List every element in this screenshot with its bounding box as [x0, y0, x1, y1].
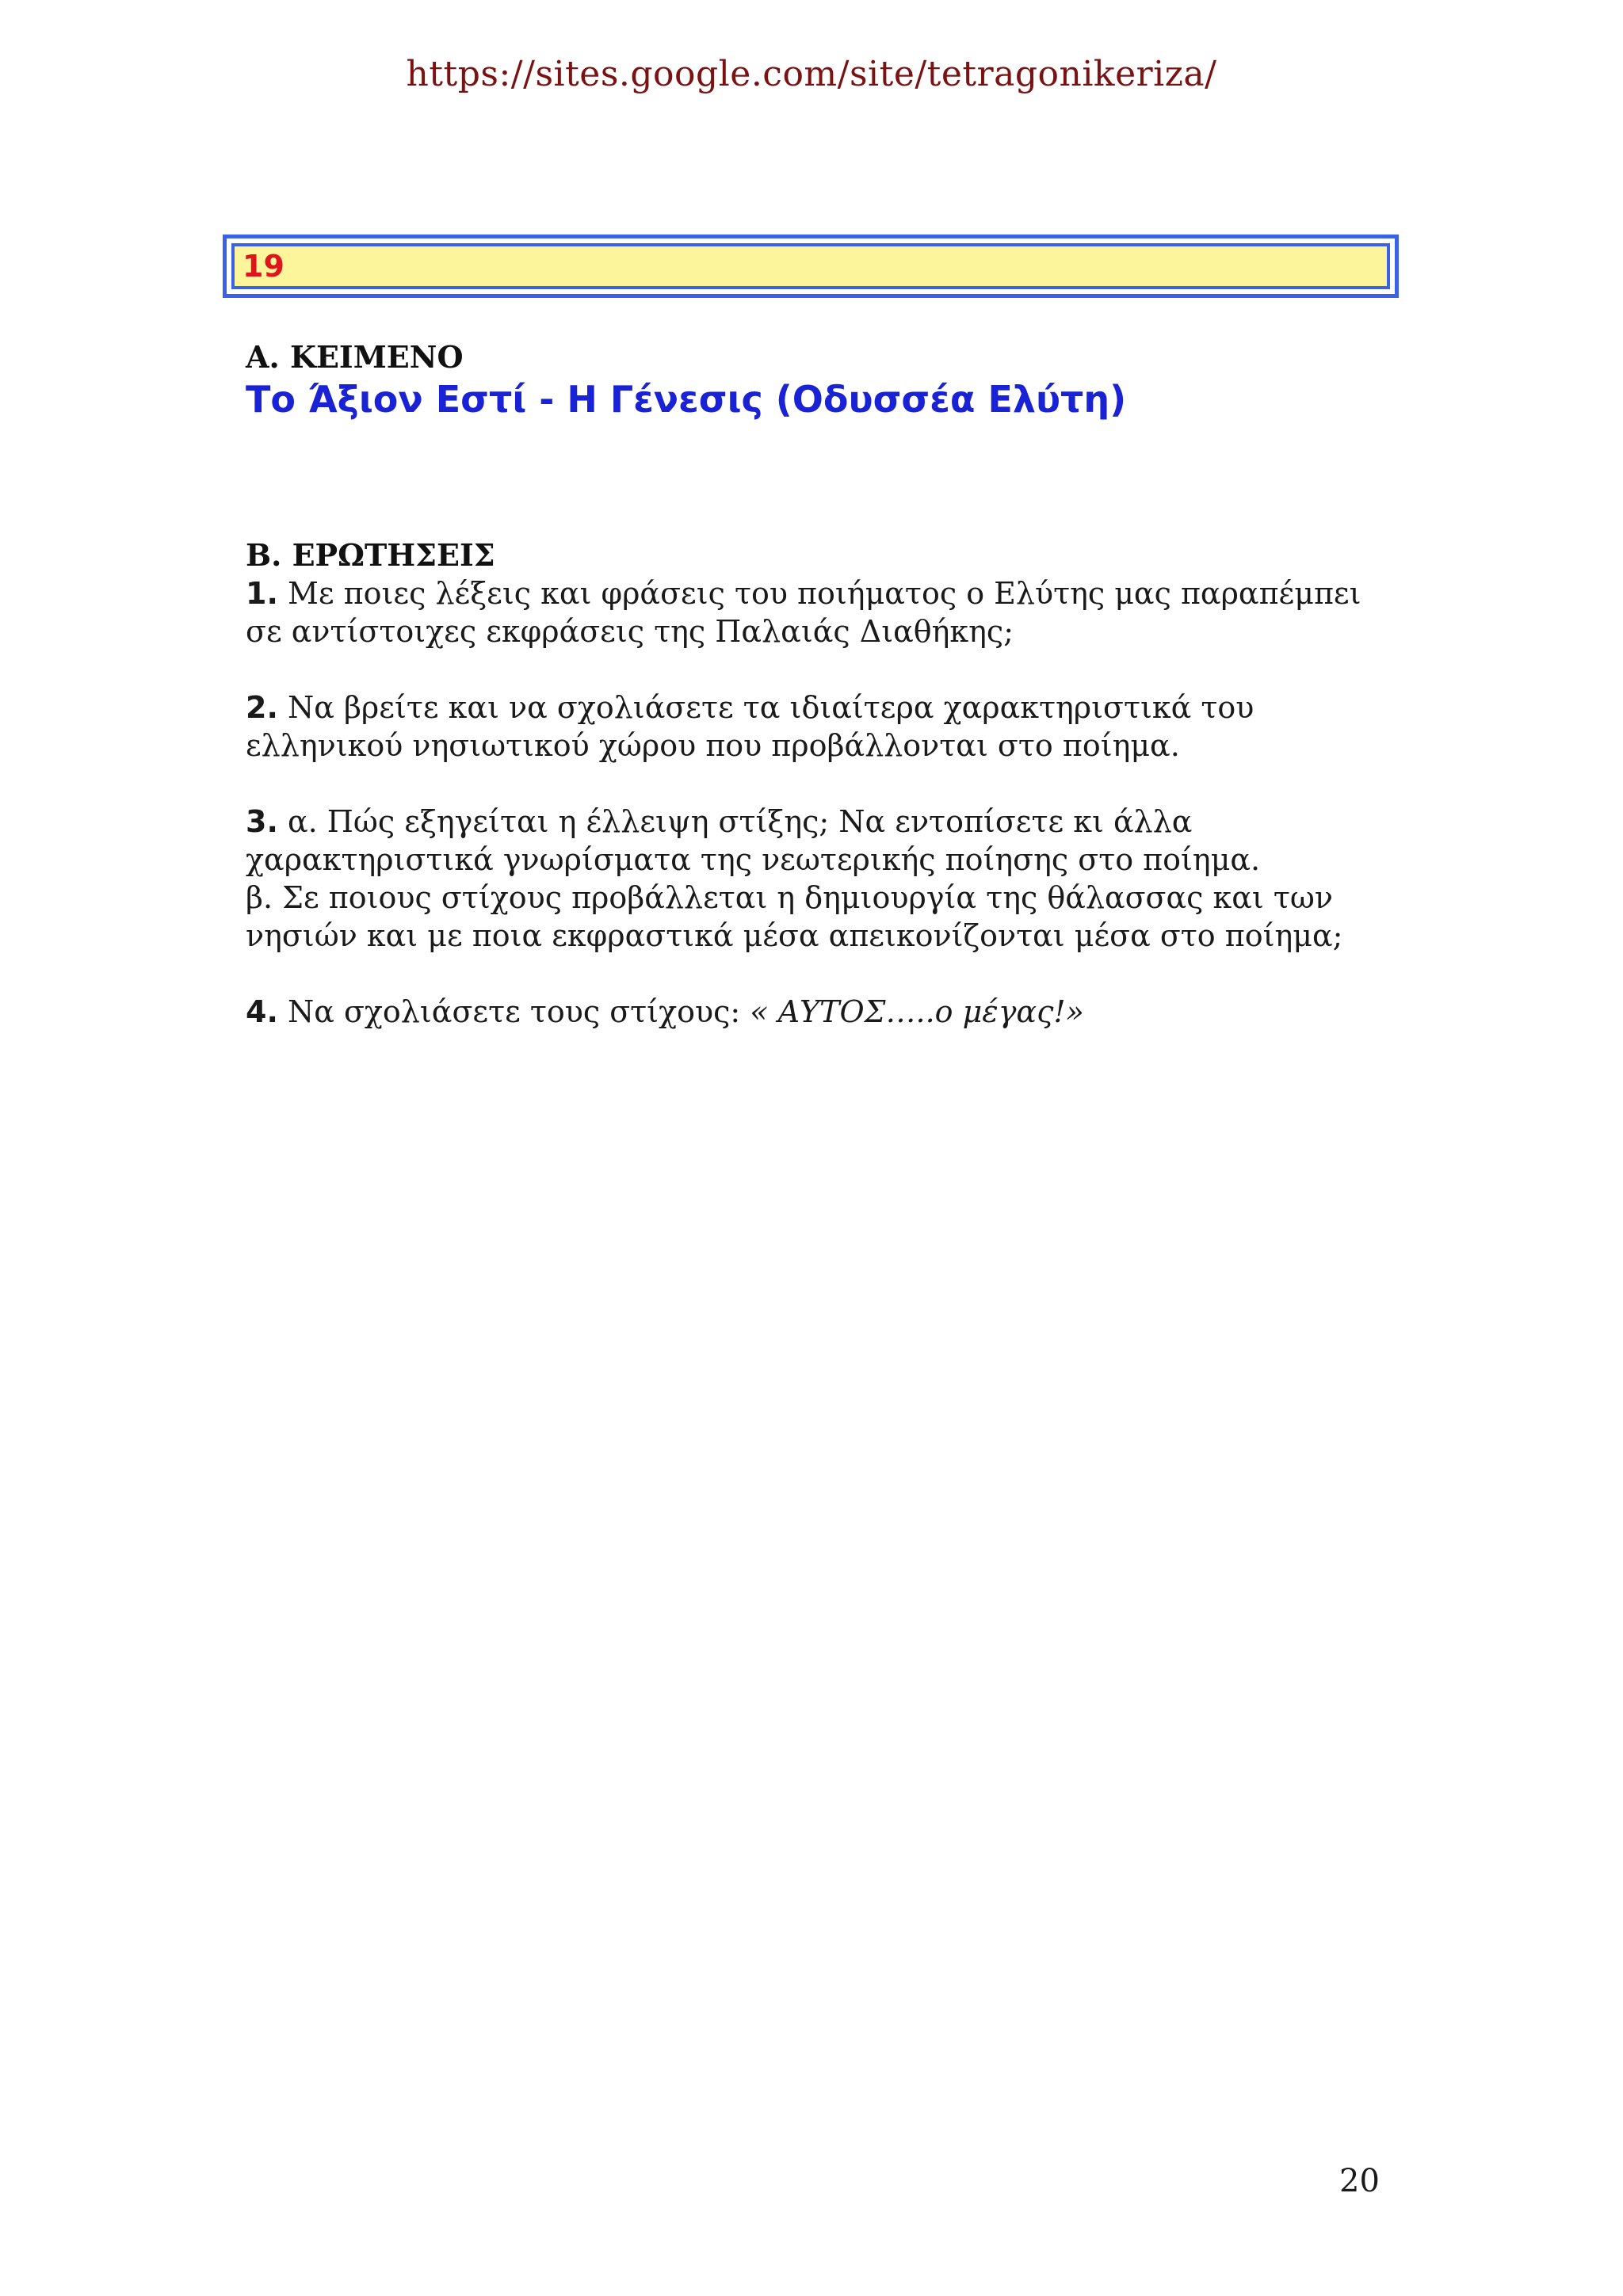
- question-line: ελληνικού νησιωτικού χώρου που προβάλλονται στο ποίημα.: [246, 728, 1180, 763]
- question-text: Να βρείτε και να σχολιάσετε τα ιδιαίτερα χαρακτηριστικά του: [277, 690, 1254, 725]
- question-number: 1.: [246, 576, 278, 611]
- question-number: 4.: [246, 994, 278, 1029]
- question-line: χαρακτηριστικά γνωρίσματα της νεωτερικής ποίησης στο ποίημα.: [246, 842, 1261, 877]
- question-line: β. Σε ποιους στίχους προβάλλεται η δημιουργία της θάλασσας και των: [246, 880, 1334, 915]
- question-number: 3.: [246, 804, 278, 839]
- section-number-box: [223, 235, 1399, 298]
- question-quote: « ΑΥΤΟΣ…..ο μέγας!»: [750, 994, 1084, 1029]
- question-number: 2.: [246, 690, 278, 725]
- question-3: [246, 803, 1387, 955]
- section-number: 19: [242, 249, 285, 284]
- question-4: [246, 993, 1387, 1031]
- section-number-box-inner: [231, 243, 1390, 289]
- header-url-link[interactable]: https://sites.google.com/site/tetragonikeriza/: [406, 54, 1217, 94]
- part-b-heading: Β. ΕΡΩΤΗΣΕΙΣ: [246, 537, 495, 573]
- question-text: Με ποιες λέξεις και φράσεις του ποιήματος ο Ελύτης μας παραπέμπει: [277, 576, 1361, 611]
- poem-title: Το Άξιον Εστί - Η Γένεσις (Οδυσσέα Ελύτη): [246, 378, 1127, 421]
- question-2: [246, 688, 1387, 765]
- page-number: 20: [1339, 2163, 1380, 2199]
- question-text: α. Πώς εξηγείται η έλλειψη στίξης; Να εντοπίσετε κι άλλα: [277, 804, 1193, 839]
- question-line: [246, 574, 1387, 612]
- question-line: σε αντίστοιχες εκφράσεις της Παλαιάς Διαθήκης;: [246, 614, 1014, 649]
- question-1: [246, 574, 1387, 650]
- question-line: νησιών και με ποια εκφραστικά μέσα απεικονίζονται μέσα στο ποίημα;: [246, 918, 1343, 953]
- question-line: [246, 993, 1387, 1031]
- question-text: Να σχολιάσετε τους στίχους:: [277, 994, 750, 1029]
- question-line: [246, 688, 1387, 727]
- question-line: [246, 803, 1387, 841]
- part-a-heading: Α. ΚΕΙΜΕΝΟ: [246, 339, 464, 375]
- part-b: [246, 537, 1387, 1031]
- part-a: [246, 339, 1387, 421]
